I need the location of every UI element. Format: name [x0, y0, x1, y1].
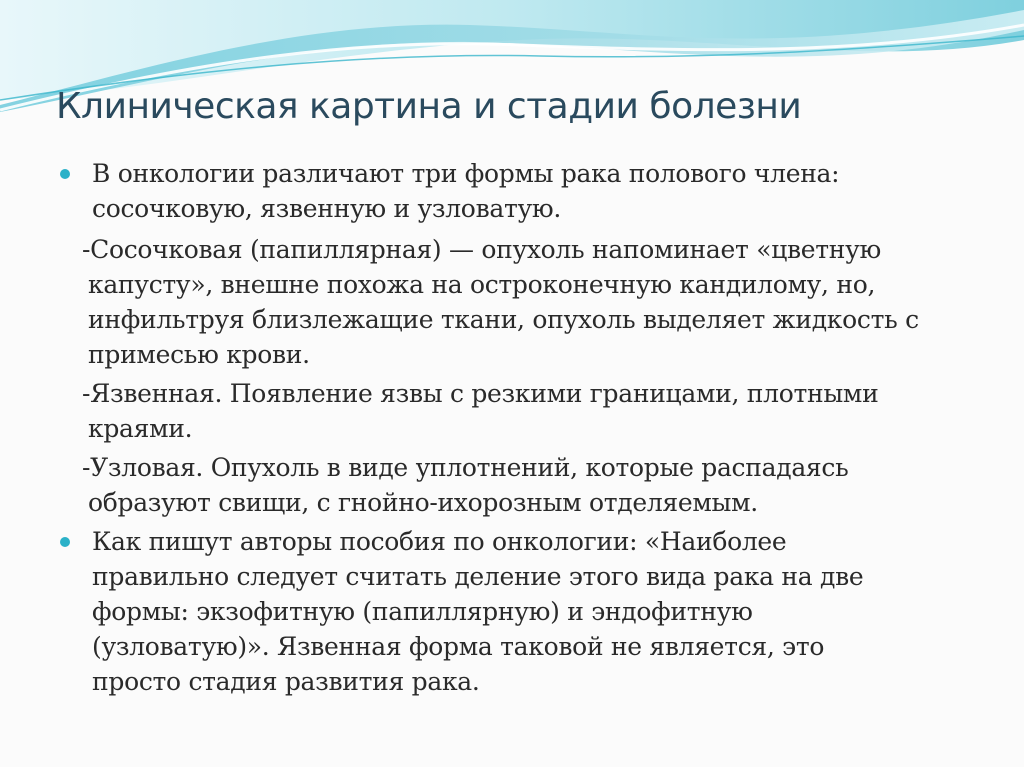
bullet-icon [60, 169, 70, 179]
paragraph-papillary: -Сосочковая (папиллярная) — опухоль напоминает «цветную капусту», внешне похожа на остроконечную кандилому, но, инфильтруя близлежащие ткани, опухоль выделяет жидкость с примесью крови. [82, 235, 919, 369]
slide-title: Клиническая картина и стадии болезни [56, 86, 802, 127]
bullet-icon [60, 537, 70, 547]
paragraph-nodular: -Узловая. Опухоль в виде уплотнений, которые распадаясь образуют свищи, с гнойно-ихорозным отделяемым. [82, 453, 849, 517]
paragraph-ulcerative: -Язвенная. Появление язвы с резкими границами, плотными краями. [82, 379, 879, 443]
paragraph-forms-intro: В онкологии различают три формы рака полового члена: сосочковую, язвенную и узловатую. [92, 159, 840, 223]
paragraph-authors-quote: Как пишут авторы пособия по онкологии: «Наиболее правильно следует считать деление этого вида рака на две формы: экзофитную (папиллярную) и эндофитную (узловатую)». Язвенная форма таковой не является, это просто стадия развития рака. [92, 527, 864, 696]
